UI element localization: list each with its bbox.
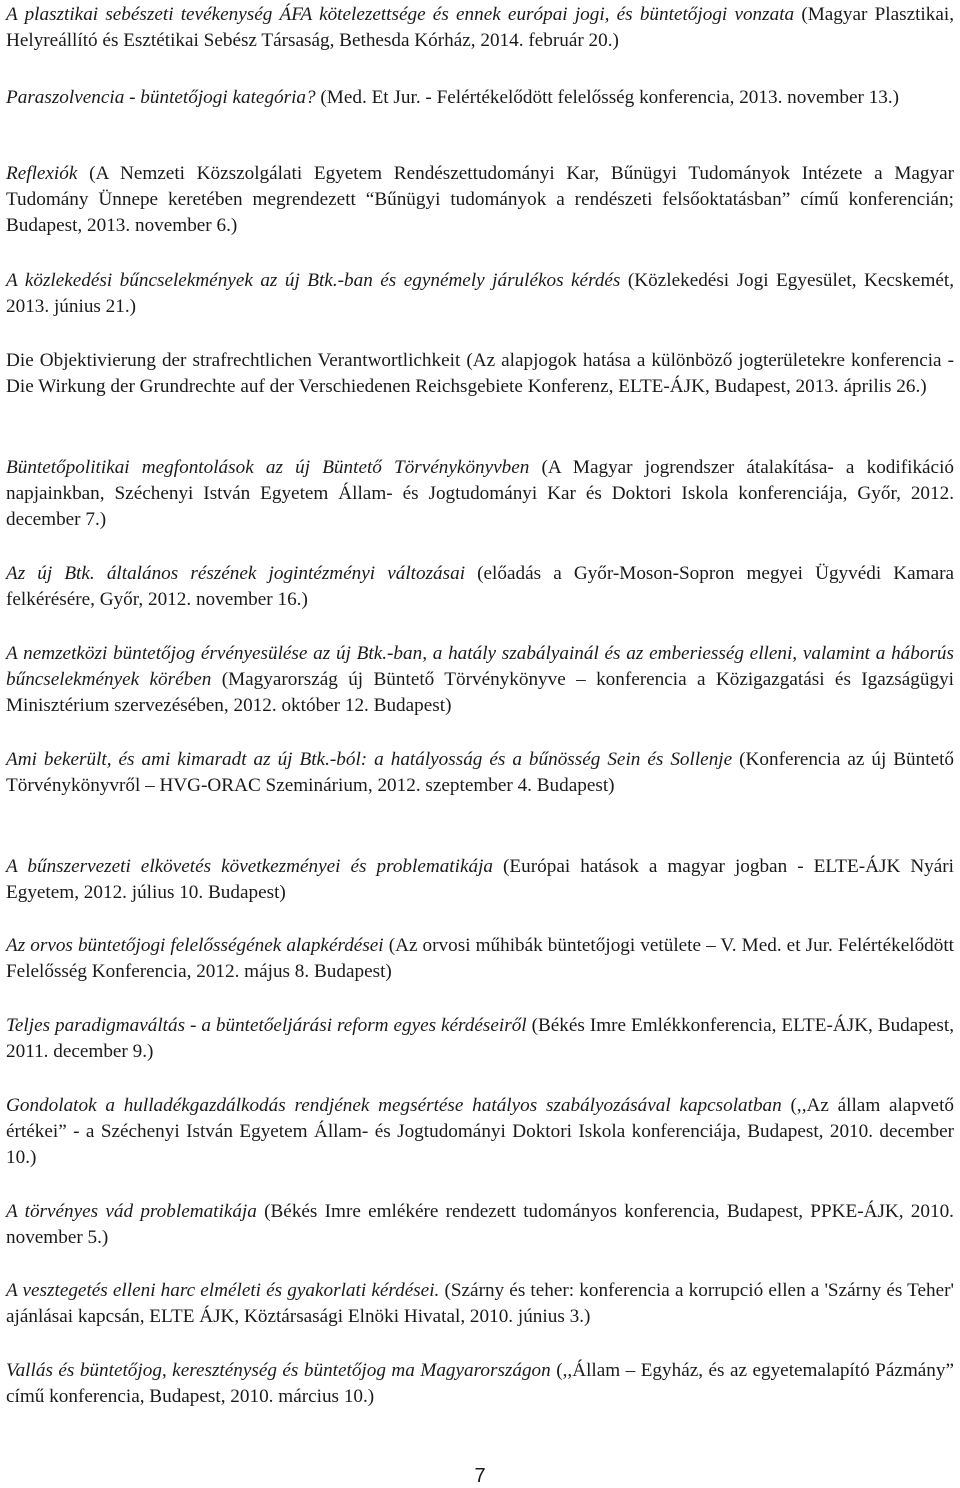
conference-entry bbox=[6, 1013, 954, 1065]
entry-title: Az új Btk. általános részének jogintézményi változásai bbox=[6, 563, 466, 584]
conference-entry bbox=[6, 268, 954, 320]
conference-entry bbox=[6, 348, 954, 400]
entry-title: A bűnszervezeti elkövetés következményei és problematikája bbox=[6, 856, 494, 877]
entry-details: (Európai hatások a magyar jogban - ELTE-ÁJK Nyári Egyetem, 2012. július 10. Budapest) bbox=[6, 856, 955, 903]
entry-details: (Közlekedési Jogi Egyesület, Kecskemét, 2013. június 21.) bbox=[6, 270, 955, 317]
entry-details: Die Objektivierung der strafrechtlichen Verantwortlichkeit (Az alapjogok hatása a különböző jogterületekre konferencia - Die Wirkung der Grundrechte auf der Verschiedenen Reichsgebiete Konferenz, ELTE-ÁJK, Budapest, 2013. április 26.) bbox=[6, 350, 954, 397]
entry-details: (Szárny és teher: konferencia a korrupció ellen a 'Szárny és Teher' ajánlásai kapcsán, ELTE ÁJK, Köztársasági Elnöki Hivatal, 2010. június 3.) bbox=[6, 1280, 955, 1327]
entry-details: (Az orvosi műhibák büntetőjogi vetülete – V. Med. et Jur. Felértékelődött Felelősség Konferencia, 2012. május 8. Budapest) bbox=[6, 935, 955, 982]
conference-entry bbox=[6, 161, 954, 239]
entry-title: A törvényes vád problematikája bbox=[6, 1201, 257, 1222]
entry-title: A nemzetközi büntetőjog érvényesülése az új Btk.-ban, a hatály szabályainál és az emberiesség elleni, valamint a háborús bűncselekmények körében bbox=[6, 643, 954, 690]
entry-details: (előadás a Győr-Moson-Sopron megyei Ügyvédi Kamara felkérésére, Győr, 2012. november 16.) bbox=[6, 563, 955, 610]
entry-details: (Békés Imre Emlékkonferencia, ELTE-ÁJK, Budapest, 2011. december 9.) bbox=[6, 1015, 954, 1062]
entry-details: (,,Az állam alapvető értékei” - a Széchenyi István Egyetem Állam- és Jogtudományi Doktori Iskola konferenciája, Budapest, 2010. december 10.) bbox=[6, 1095, 955, 1168]
entry-title: Reflexiók bbox=[6, 163, 78, 184]
entry-details: (,,Állam – Egyház, és az egyetemalapító Pázmány” című konferencia, Budapest, 2010. március 10.) bbox=[6, 1360, 955, 1407]
entry-title: A vesztegetés elleni harc elméleti és gyakorlati kérdései. bbox=[6, 1280, 440, 1301]
conference-entry bbox=[6, 85, 954, 111]
entry-title: Büntetőpolitikai megfontolások az új Büntető Törvénykönyvben bbox=[6, 457, 530, 478]
page-number: 7 bbox=[474, 1465, 486, 1487]
entry-details: (Magyarország új Büntető Törvénykönyve – konferencia a Közigazgatási és Igazságügyi Minisztérium szervezésében, 2012. október 12. Budapest) bbox=[6, 669, 954, 716]
conference-entry bbox=[6, 455, 954, 533]
entry-details: (A Magyar jogrendszer átalakítása- a kodifikáció napjainkban, Széchenyi István Egyetem Állam- és Jogtudományi Kar és Doktori Iskola konferenciája, Győr, 2012. december 7.) bbox=[6, 457, 954, 530]
entry-details: (Med. Et Jur. - Felértékelődött felelősség konferencia, 2013. november 13.) bbox=[320, 87, 900, 108]
conference-entry bbox=[6, 1278, 954, 1330]
entry-title: Vallás és büntetőjog, kereszténység és büntetőjog ma Magyarországon bbox=[6, 1360, 551, 1381]
conference-entry bbox=[6, 747, 954, 799]
conference-entry bbox=[6, 933, 954, 985]
conference-entry bbox=[6, 561, 954, 613]
entry-title: Paraszolvencia - büntetőjogi kategória? bbox=[6, 87, 316, 108]
entry-title: Ami bekerült, és ami kimaradt az új Btk.-ból: a hatályosság és a bűnösség Sein és Sollenje bbox=[6, 749, 733, 770]
conference-entry bbox=[6, 854, 954, 906]
entry-details: (Békés Imre emlékére rendezett tudományos konferencia, Budapest, PPKE-ÁJK, 2010. november 5.) bbox=[6, 1201, 954, 1248]
entry-title: Teljes paradigmaváltás - a büntetőeljárási reform egyes kérdéseiről bbox=[6, 1015, 527, 1036]
conference-entry bbox=[6, 1093, 954, 1171]
entry-details: (Konferencia az új Büntető Törvénykönyvről – HVG-ORAC Szeminárium, 2012. szeptember 4. Budapest) bbox=[6, 749, 955, 796]
conference-entry bbox=[6, 1199, 954, 1251]
conference-entry bbox=[6, 2, 954, 54]
conference-entry bbox=[6, 641, 954, 719]
entry-title: Az orvos büntetőjogi felelősségének alapkérdései bbox=[6, 935, 384, 956]
entry-title: A közlekedési bűncselekmények az új Btk.-ban és egynémely járulékos kérdés bbox=[6, 270, 621, 291]
entry-details: (Magyar Plasztikai, Helyreállító és Esztétikai Sebész Társaság, Bethesda Kórház, 2014. február 20.) bbox=[6, 4, 955, 51]
conference-entry bbox=[6, 1358, 954, 1410]
entry-title: Gondolatok a hulladékgazdálkodás rendjének megsértése hatályos szabályozásával kapcsolatban bbox=[6, 1095, 782, 1116]
entry-title: A plasztikai sebészeti tevékenység ÁFA kötelezettsége és ennek európai jogi, és büntetőjogi vonzata bbox=[6, 4, 795, 25]
entry-details: (A Nemzeti Közszolgálati Egyetem Rendészettudományi Kar, Bűnügyi Tudományok Intézete a Magyar Tudomány Ünnepe keretében megrendezett “Bűnügyi tudományok a rendészeti felsőoktatásban” című konferencián; Budapest, 2013. november 6.) bbox=[6, 163, 955, 236]
